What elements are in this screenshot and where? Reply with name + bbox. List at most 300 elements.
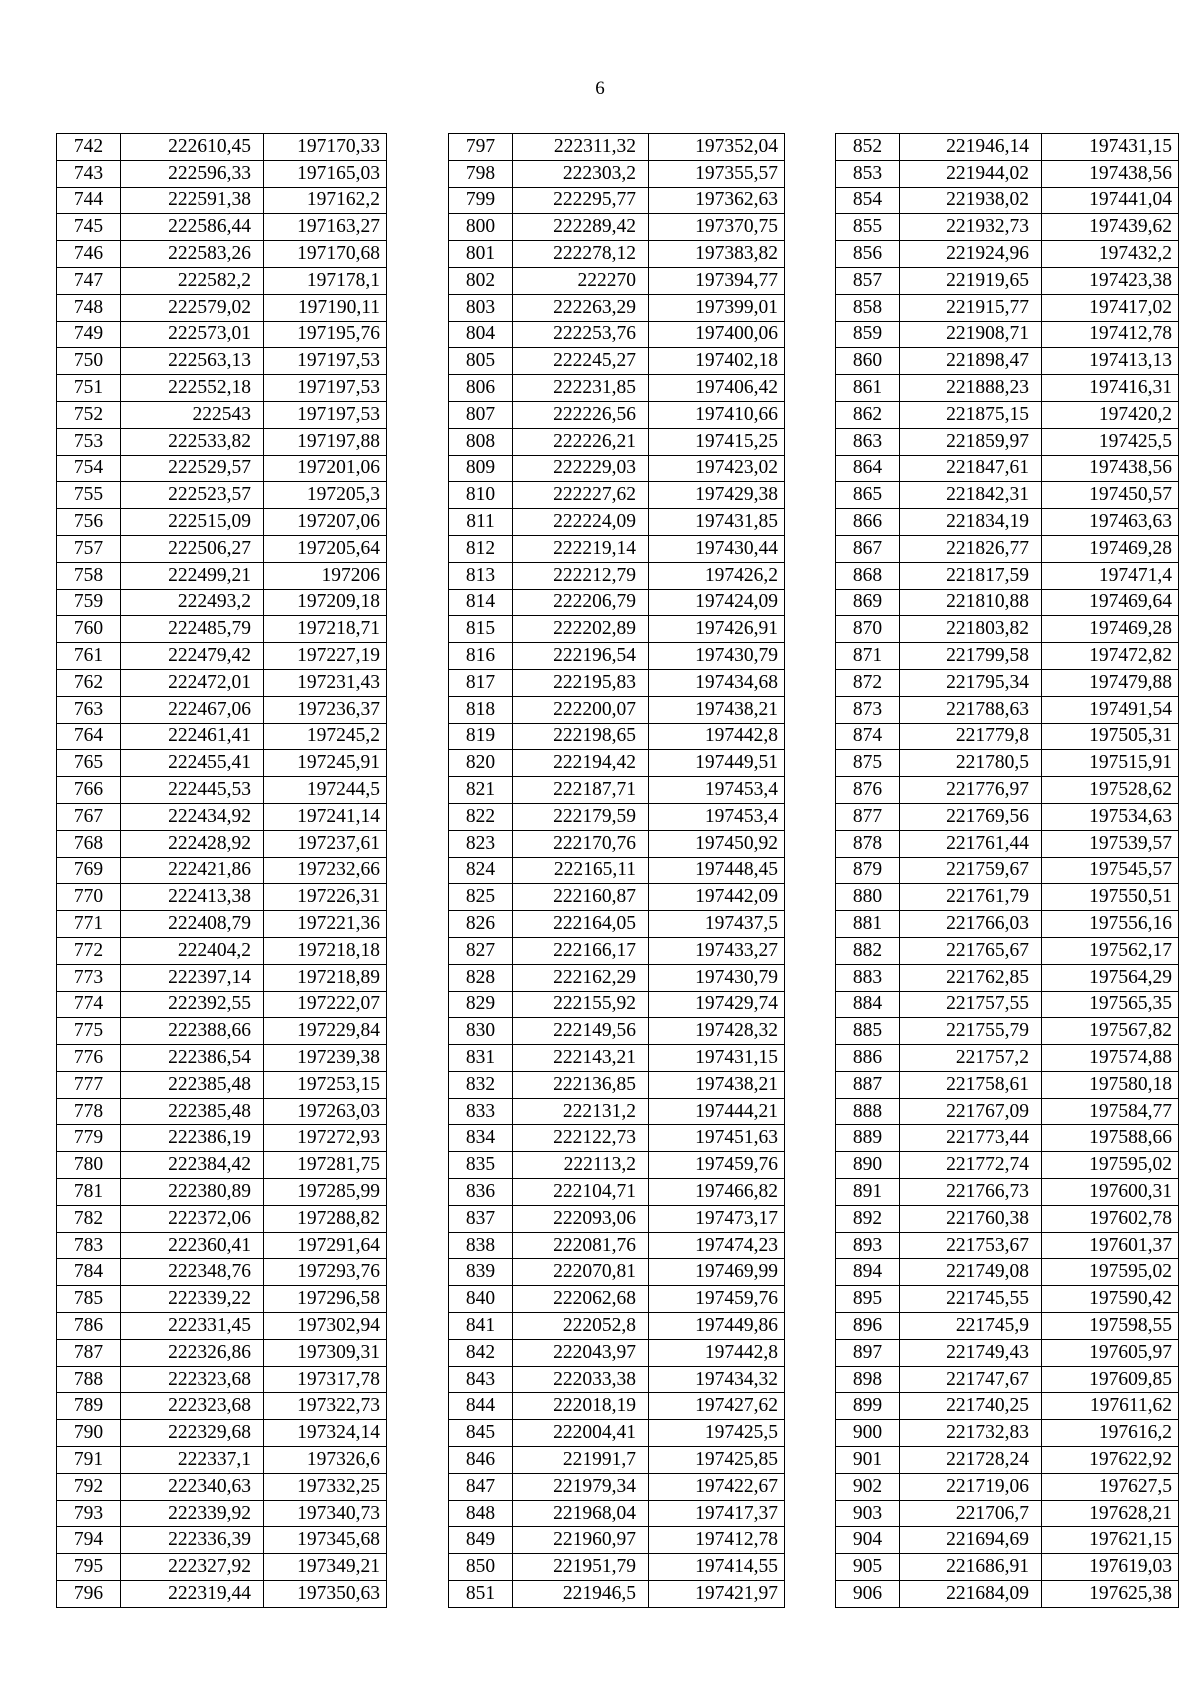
table-row bbox=[836, 1581, 1179, 1608]
x-coordinate-cell: 222311,32 bbox=[513, 134, 649, 161]
y-coordinate-cell: 197399,01 bbox=[649, 294, 785, 321]
point-number-cell: 835 bbox=[449, 1152, 513, 1179]
point-number-cell: 846 bbox=[449, 1447, 513, 1474]
y-coordinate-cell: 197442,09 bbox=[649, 884, 785, 911]
point-number-cell: 822 bbox=[449, 803, 513, 830]
table-row bbox=[57, 696, 387, 723]
point-number-cell: 808 bbox=[449, 428, 513, 455]
y-coordinate-cell: 197429,74 bbox=[649, 991, 785, 1018]
point-number-cell: 894 bbox=[836, 1259, 900, 1286]
y-coordinate-cell: 197602,78 bbox=[1042, 1205, 1179, 1232]
table-row bbox=[57, 1366, 387, 1393]
point-number-cell: 816 bbox=[449, 643, 513, 670]
point-number-cell: 803 bbox=[449, 294, 513, 321]
table-row bbox=[449, 482, 785, 509]
x-coordinate-cell: 221842,31 bbox=[900, 482, 1042, 509]
table-row bbox=[836, 562, 1179, 589]
x-coordinate-cell: 222445,53 bbox=[121, 777, 264, 804]
table-row bbox=[57, 643, 387, 670]
x-coordinate-cell: 221761,44 bbox=[900, 830, 1042, 857]
table-row bbox=[449, 401, 785, 428]
y-coordinate-cell: 197628,21 bbox=[1042, 1500, 1179, 1527]
y-coordinate-cell: 197317,78 bbox=[264, 1366, 387, 1393]
y-coordinate-cell: 197400,06 bbox=[649, 321, 785, 348]
y-coordinate-cell: 197449,51 bbox=[649, 750, 785, 777]
y-coordinate-cell: 197450,92 bbox=[649, 830, 785, 857]
y-coordinate-cell: 197622,92 bbox=[1042, 1447, 1179, 1474]
x-coordinate-cell: 222187,71 bbox=[513, 777, 649, 804]
table-row bbox=[836, 750, 1179, 777]
table-row bbox=[449, 1366, 785, 1393]
point-number-cell: 802 bbox=[449, 267, 513, 294]
x-coordinate-cell: 222397,14 bbox=[121, 964, 264, 991]
x-coordinate-cell: 222337,1 bbox=[121, 1447, 264, 1474]
table-row bbox=[836, 1179, 1179, 1206]
x-coordinate-cell: 222179,59 bbox=[513, 803, 649, 830]
y-coordinate-cell: 197221,36 bbox=[264, 911, 387, 938]
point-number-cell: 895 bbox=[836, 1286, 900, 1313]
point-number-cell: 823 bbox=[449, 830, 513, 857]
y-coordinate-cell: 197406,42 bbox=[649, 375, 785, 402]
point-number-cell: 836 bbox=[449, 1179, 513, 1206]
point-number-cell: 817 bbox=[449, 669, 513, 696]
x-coordinate-cell: 222303,2 bbox=[513, 160, 649, 187]
point-number-cell: 774 bbox=[57, 991, 121, 1018]
point-number-cell: 781 bbox=[57, 1179, 121, 1206]
point-number-cell: 762 bbox=[57, 669, 121, 696]
x-coordinate-cell: 222523,57 bbox=[121, 482, 264, 509]
point-number-cell: 769 bbox=[57, 857, 121, 884]
y-coordinate-cell: 197550,51 bbox=[1042, 884, 1179, 911]
table-row bbox=[57, 964, 387, 991]
table-row bbox=[449, 214, 785, 241]
point-number-cell: 748 bbox=[57, 294, 121, 321]
y-coordinate-cell: 197426,2 bbox=[649, 562, 785, 589]
point-number-cell: 870 bbox=[836, 616, 900, 643]
x-coordinate-cell: 222455,41 bbox=[121, 750, 264, 777]
y-coordinate-cell: 197431,15 bbox=[1042, 134, 1179, 161]
table-row bbox=[836, 616, 1179, 643]
point-number-cell: 791 bbox=[57, 1447, 121, 1474]
x-coordinate-cell: 222388,66 bbox=[121, 1018, 264, 1045]
point-number-cell: 829 bbox=[449, 991, 513, 1018]
x-coordinate-cell: 221740,25 bbox=[900, 1393, 1042, 1420]
table-row bbox=[449, 643, 785, 670]
x-coordinate-cell: 221757,55 bbox=[900, 991, 1042, 1018]
point-number-cell: 831 bbox=[449, 1045, 513, 1072]
y-coordinate-cell: 197438,56 bbox=[1042, 455, 1179, 482]
table-row bbox=[57, 134, 387, 161]
point-number-cell: 897 bbox=[836, 1339, 900, 1366]
y-coordinate-cell: 197239,38 bbox=[264, 1045, 387, 1072]
table-row bbox=[57, 1152, 387, 1179]
x-coordinate-cell: 221817,59 bbox=[900, 562, 1042, 589]
x-coordinate-cell: 222384,42 bbox=[121, 1152, 264, 1179]
y-coordinate-cell: 197584,77 bbox=[1042, 1098, 1179, 1125]
point-number-cell: 837 bbox=[449, 1205, 513, 1232]
x-coordinate-cell: 222164,05 bbox=[513, 911, 649, 938]
x-coordinate-cell: 221694,69 bbox=[900, 1527, 1042, 1554]
y-coordinate-cell: 197434,32 bbox=[649, 1366, 785, 1393]
y-coordinate-cell: 197534,63 bbox=[1042, 803, 1179, 830]
y-coordinate-cell: 197178,1 bbox=[264, 267, 387, 294]
x-coordinate-cell: 222340,63 bbox=[121, 1473, 264, 1500]
table-row bbox=[836, 1339, 1179, 1366]
y-coordinate-cell: 197449,86 bbox=[649, 1313, 785, 1340]
x-coordinate-cell: 221747,67 bbox=[900, 1366, 1042, 1393]
x-coordinate-cell: 221788,63 bbox=[900, 696, 1042, 723]
x-coordinate-cell: 221803,82 bbox=[900, 616, 1042, 643]
table-row bbox=[836, 1259, 1179, 1286]
table-row bbox=[836, 1152, 1179, 1179]
point-number-cell: 874 bbox=[836, 723, 900, 750]
point-number-cell: 855 bbox=[836, 214, 900, 241]
x-coordinate-cell: 222326,86 bbox=[121, 1339, 264, 1366]
x-coordinate-cell: 221810,88 bbox=[900, 589, 1042, 616]
table-row bbox=[57, 830, 387, 857]
point-number-cell: 801 bbox=[449, 241, 513, 268]
x-coordinate-cell: 222385,48 bbox=[121, 1098, 264, 1125]
point-number-cell: 893 bbox=[836, 1232, 900, 1259]
y-coordinate-cell: 197272,93 bbox=[264, 1125, 387, 1152]
table-row bbox=[449, 1098, 785, 1125]
point-number-cell: 883 bbox=[836, 964, 900, 991]
table-row bbox=[449, 160, 785, 187]
y-coordinate-cell: 197609,85 bbox=[1042, 1366, 1179, 1393]
point-number-cell: 863 bbox=[836, 428, 900, 455]
x-coordinate-cell: 222583,26 bbox=[121, 241, 264, 268]
y-coordinate-cell: 197590,42 bbox=[1042, 1286, 1179, 1313]
y-coordinate-cell: 197619,03 bbox=[1042, 1554, 1179, 1581]
y-coordinate-cell: 197285,99 bbox=[264, 1179, 387, 1206]
x-coordinate-cell: 222329,68 bbox=[121, 1420, 264, 1447]
y-coordinate-cell: 197605,97 bbox=[1042, 1339, 1179, 1366]
y-coordinate-cell: 197245,91 bbox=[264, 750, 387, 777]
y-coordinate-cell: 197417,37 bbox=[649, 1500, 785, 1527]
table-row bbox=[57, 723, 387, 750]
x-coordinate-cell: 221706,7 bbox=[900, 1500, 1042, 1527]
point-number-cell: 796 bbox=[57, 1581, 121, 1608]
point-number-cell: 804 bbox=[449, 321, 513, 348]
table-row bbox=[57, 1259, 387, 1286]
table-row bbox=[836, 723, 1179, 750]
y-coordinate-cell: 197437,5 bbox=[649, 911, 785, 938]
table-row bbox=[836, 964, 1179, 991]
x-coordinate-cell: 222195,83 bbox=[513, 669, 649, 696]
table-row bbox=[57, 1045, 387, 1072]
table-row bbox=[449, 1473, 785, 1500]
table-row bbox=[836, 482, 1179, 509]
table-row bbox=[449, 509, 785, 536]
point-number-cell: 898 bbox=[836, 1366, 900, 1393]
point-number-cell: 902 bbox=[836, 1473, 900, 1500]
point-number-cell: 784 bbox=[57, 1259, 121, 1286]
table-row bbox=[449, 1152, 785, 1179]
y-coordinate-cell: 197296,58 bbox=[264, 1286, 387, 1313]
y-coordinate-cell: 197227,19 bbox=[264, 643, 387, 670]
y-coordinate-cell: 197195,76 bbox=[264, 321, 387, 348]
table-row bbox=[836, 643, 1179, 670]
x-coordinate-cell: 221946,14 bbox=[900, 134, 1042, 161]
table-row bbox=[836, 1018, 1179, 1045]
x-coordinate-cell: 221684,09 bbox=[900, 1581, 1042, 1608]
x-coordinate-cell: 221826,77 bbox=[900, 535, 1042, 562]
table-row bbox=[836, 1098, 1179, 1125]
y-coordinate-cell: 197431,15 bbox=[649, 1045, 785, 1072]
table-row bbox=[836, 857, 1179, 884]
table-row bbox=[836, 1366, 1179, 1393]
x-coordinate-cell: 222295,77 bbox=[513, 187, 649, 214]
y-coordinate-cell: 197627,5 bbox=[1042, 1473, 1179, 1500]
point-number-cell: 868 bbox=[836, 562, 900, 589]
y-coordinate-cell: 197565,35 bbox=[1042, 991, 1179, 1018]
x-coordinate-cell: 221728,24 bbox=[900, 1447, 1042, 1474]
table-row bbox=[836, 696, 1179, 723]
table-row bbox=[449, 1527, 785, 1554]
y-coordinate-cell: 197469,28 bbox=[1042, 616, 1179, 643]
y-coordinate-cell: 197459,76 bbox=[649, 1152, 785, 1179]
y-coordinate-cell: 197410,66 bbox=[649, 401, 785, 428]
point-number-cell: 785 bbox=[57, 1286, 121, 1313]
point-number-cell: 877 bbox=[836, 803, 900, 830]
y-coordinate-cell: 197412,78 bbox=[649, 1527, 785, 1554]
x-coordinate-cell: 221719,06 bbox=[900, 1473, 1042, 1500]
point-number-cell: 840 bbox=[449, 1286, 513, 1313]
x-coordinate-cell: 221761,79 bbox=[900, 884, 1042, 911]
point-number-cell: 826 bbox=[449, 911, 513, 938]
table-row bbox=[449, 723, 785, 750]
y-coordinate-cell: 197438,56 bbox=[1042, 160, 1179, 187]
point-number-cell: 810 bbox=[449, 482, 513, 509]
x-coordinate-cell: 222392,55 bbox=[121, 991, 264, 1018]
x-coordinate-cell: 222131,2 bbox=[513, 1098, 649, 1125]
point-number-cell: 848 bbox=[449, 1500, 513, 1527]
table-row bbox=[57, 911, 387, 938]
point-number-cell: 833 bbox=[449, 1098, 513, 1125]
x-coordinate-cell: 221762,85 bbox=[900, 964, 1042, 991]
point-number-cell: 757 bbox=[57, 535, 121, 562]
point-number-cell: 892 bbox=[836, 1205, 900, 1232]
x-coordinate-cell: 222149,56 bbox=[513, 1018, 649, 1045]
table-row bbox=[449, 964, 785, 991]
table-row bbox=[836, 241, 1179, 268]
point-number-cell: 896 bbox=[836, 1313, 900, 1340]
x-coordinate-cell: 221932,73 bbox=[900, 214, 1042, 241]
table-row bbox=[57, 321, 387, 348]
x-coordinate-cell: 222270 bbox=[513, 267, 649, 294]
table-row bbox=[836, 267, 1179, 294]
y-coordinate-cell: 197170,33 bbox=[264, 134, 387, 161]
point-number-cell: 743 bbox=[57, 160, 121, 187]
y-coordinate-cell: 197362,63 bbox=[649, 187, 785, 214]
x-coordinate-cell: 221765,67 bbox=[900, 937, 1042, 964]
point-number-cell: 780 bbox=[57, 1152, 121, 1179]
x-coordinate-cell: 222582,2 bbox=[121, 267, 264, 294]
y-coordinate-cell: 197170,68 bbox=[264, 241, 387, 268]
y-coordinate-cell: 197574,88 bbox=[1042, 1045, 1179, 1072]
point-number-cell: 884 bbox=[836, 991, 900, 1018]
y-coordinate-cell: 197439,62 bbox=[1042, 214, 1179, 241]
point-number-cell: 821 bbox=[449, 777, 513, 804]
x-coordinate-cell: 222196,54 bbox=[513, 643, 649, 670]
y-coordinate-cell: 197428,32 bbox=[649, 1018, 785, 1045]
y-coordinate-cell: 197190,11 bbox=[264, 294, 387, 321]
x-coordinate-cell: 222165,11 bbox=[513, 857, 649, 884]
y-coordinate-cell: 197621,15 bbox=[1042, 1527, 1179, 1554]
table-row bbox=[836, 1527, 1179, 1554]
point-number-cell: 864 bbox=[836, 455, 900, 482]
x-coordinate-cell: 221767,09 bbox=[900, 1098, 1042, 1125]
x-coordinate-cell: 222461,41 bbox=[121, 723, 264, 750]
table-row bbox=[57, 1018, 387, 1045]
x-coordinate-cell: 222327,92 bbox=[121, 1554, 264, 1581]
point-number-cell: 800 bbox=[449, 214, 513, 241]
table-row bbox=[57, 375, 387, 402]
y-coordinate-cell: 197423,02 bbox=[649, 455, 785, 482]
y-coordinate-cell: 197601,37 bbox=[1042, 1232, 1179, 1259]
table-row bbox=[449, 294, 785, 321]
table-row bbox=[449, 1018, 785, 1045]
x-coordinate-cell: 222331,45 bbox=[121, 1313, 264, 1340]
x-coordinate-cell: 221758,61 bbox=[900, 1071, 1042, 1098]
x-coordinate-cell: 221759,67 bbox=[900, 857, 1042, 884]
point-number-cell: 786 bbox=[57, 1313, 121, 1340]
point-number-cell: 746 bbox=[57, 241, 121, 268]
page-number: 6 bbox=[595, 78, 605, 99]
table-row bbox=[836, 1554, 1179, 1581]
point-number-cell: 771 bbox=[57, 911, 121, 938]
point-number-cell: 906 bbox=[836, 1581, 900, 1608]
table-row bbox=[836, 187, 1179, 214]
table-row bbox=[57, 884, 387, 911]
y-coordinate-cell: 197288,82 bbox=[264, 1205, 387, 1232]
point-number-cell: 834 bbox=[449, 1125, 513, 1152]
point-number-cell: 886 bbox=[836, 1045, 900, 1072]
y-coordinate-cell: 197611,62 bbox=[1042, 1393, 1179, 1420]
table-row bbox=[836, 884, 1179, 911]
y-coordinate-cell: 197222,07 bbox=[264, 991, 387, 1018]
x-coordinate-cell: 222479,42 bbox=[121, 643, 264, 670]
x-coordinate-cell: 222360,41 bbox=[121, 1232, 264, 1259]
table-row bbox=[836, 375, 1179, 402]
table-row bbox=[449, 1125, 785, 1152]
point-number-cell: 790 bbox=[57, 1420, 121, 1447]
x-coordinate-cell: 222081,76 bbox=[513, 1232, 649, 1259]
x-coordinate-cell: 222386,54 bbox=[121, 1045, 264, 1072]
table-row bbox=[57, 750, 387, 777]
table-row bbox=[57, 1286, 387, 1313]
point-number-cell: 819 bbox=[449, 723, 513, 750]
x-coordinate-cell: 221780,5 bbox=[900, 750, 1042, 777]
y-coordinate-cell: 197201,06 bbox=[264, 455, 387, 482]
point-number-cell: 789 bbox=[57, 1393, 121, 1420]
x-coordinate-cell: 222579,02 bbox=[121, 294, 264, 321]
x-coordinate-cell: 221749,43 bbox=[900, 1339, 1042, 1366]
point-number-cell: 787 bbox=[57, 1339, 121, 1366]
x-coordinate-cell: 221915,77 bbox=[900, 294, 1042, 321]
table-row bbox=[836, 1447, 1179, 1474]
point-number-cell: 812 bbox=[449, 535, 513, 562]
x-coordinate-cell: 221757,2 bbox=[900, 1045, 1042, 1072]
x-coordinate-cell: 222043,97 bbox=[513, 1339, 649, 1366]
point-number-cell: 794 bbox=[57, 1527, 121, 1554]
x-coordinate-cell: 221908,71 bbox=[900, 321, 1042, 348]
x-coordinate-cell: 222591,38 bbox=[121, 187, 264, 214]
y-coordinate-cell: 197438,21 bbox=[649, 696, 785, 723]
table-row bbox=[449, 562, 785, 589]
x-coordinate-cell: 221919,65 bbox=[900, 267, 1042, 294]
x-coordinate-cell: 221686,91 bbox=[900, 1554, 1042, 1581]
table-row bbox=[57, 1232, 387, 1259]
point-number-cell: 865 bbox=[836, 482, 900, 509]
x-coordinate-cell: 222033,38 bbox=[513, 1366, 649, 1393]
x-coordinate-cell: 222231,85 bbox=[513, 375, 649, 402]
table-row bbox=[449, 1232, 785, 1259]
point-number-cell: 859 bbox=[836, 321, 900, 348]
table-row bbox=[449, 535, 785, 562]
y-coordinate-cell: 197463,63 bbox=[1042, 509, 1179, 536]
point-number-cell: 783 bbox=[57, 1232, 121, 1259]
table-row bbox=[836, 321, 1179, 348]
x-coordinate-cell: 221773,44 bbox=[900, 1125, 1042, 1152]
point-number-cell: 754 bbox=[57, 455, 121, 482]
y-coordinate-cell: 197421,97 bbox=[649, 1581, 785, 1608]
point-number-cell: 807 bbox=[449, 401, 513, 428]
x-coordinate-cell: 222573,01 bbox=[121, 321, 264, 348]
table-row bbox=[836, 1125, 1179, 1152]
table-row bbox=[57, 294, 387, 321]
y-coordinate-cell: 197253,15 bbox=[264, 1071, 387, 1098]
point-number-cell: 851 bbox=[449, 1581, 513, 1608]
y-coordinate-cell: 197545,57 bbox=[1042, 857, 1179, 884]
coordinates-table-middle bbox=[448, 133, 785, 1608]
y-coordinate-cell: 197434,68 bbox=[649, 669, 785, 696]
y-coordinate-cell: 197595,02 bbox=[1042, 1152, 1179, 1179]
table-row bbox=[57, 1447, 387, 1474]
table-row bbox=[57, 160, 387, 187]
x-coordinate-cell: 222467,06 bbox=[121, 696, 264, 723]
table-row bbox=[836, 428, 1179, 455]
x-coordinate-cell: 221732,83 bbox=[900, 1420, 1042, 1447]
point-number-cell: 904 bbox=[836, 1527, 900, 1554]
x-coordinate-cell: 221888,23 bbox=[900, 375, 1042, 402]
y-coordinate-cell: 197302,94 bbox=[264, 1313, 387, 1340]
point-number-cell: 793 bbox=[57, 1500, 121, 1527]
table-row bbox=[449, 1581, 785, 1608]
x-coordinate-cell: 222563,13 bbox=[121, 348, 264, 375]
x-coordinate-cell: 222155,92 bbox=[513, 991, 649, 1018]
table-row bbox=[57, 616, 387, 643]
y-coordinate-cell: 197616,2 bbox=[1042, 1420, 1179, 1447]
table-row bbox=[836, 830, 1179, 857]
table-row bbox=[836, 214, 1179, 241]
point-number-cell: 860 bbox=[836, 348, 900, 375]
point-number-cell: 745 bbox=[57, 214, 121, 241]
y-coordinate-cell: 197229,84 bbox=[264, 1018, 387, 1045]
point-number-cell: 779 bbox=[57, 1125, 121, 1152]
y-coordinate-cell: 197236,37 bbox=[264, 696, 387, 723]
point-number-cell: 820 bbox=[449, 750, 513, 777]
y-coordinate-cell: 197349,21 bbox=[264, 1554, 387, 1581]
x-coordinate-cell: 222160,87 bbox=[513, 884, 649, 911]
table-row bbox=[449, 1045, 785, 1072]
table-row bbox=[57, 1179, 387, 1206]
x-coordinate-cell: 222380,89 bbox=[121, 1179, 264, 1206]
table-row bbox=[836, 509, 1179, 536]
point-number-cell: 759 bbox=[57, 589, 121, 616]
y-coordinate-cell: 197326,6 bbox=[264, 1447, 387, 1474]
table-row bbox=[57, 1420, 387, 1447]
